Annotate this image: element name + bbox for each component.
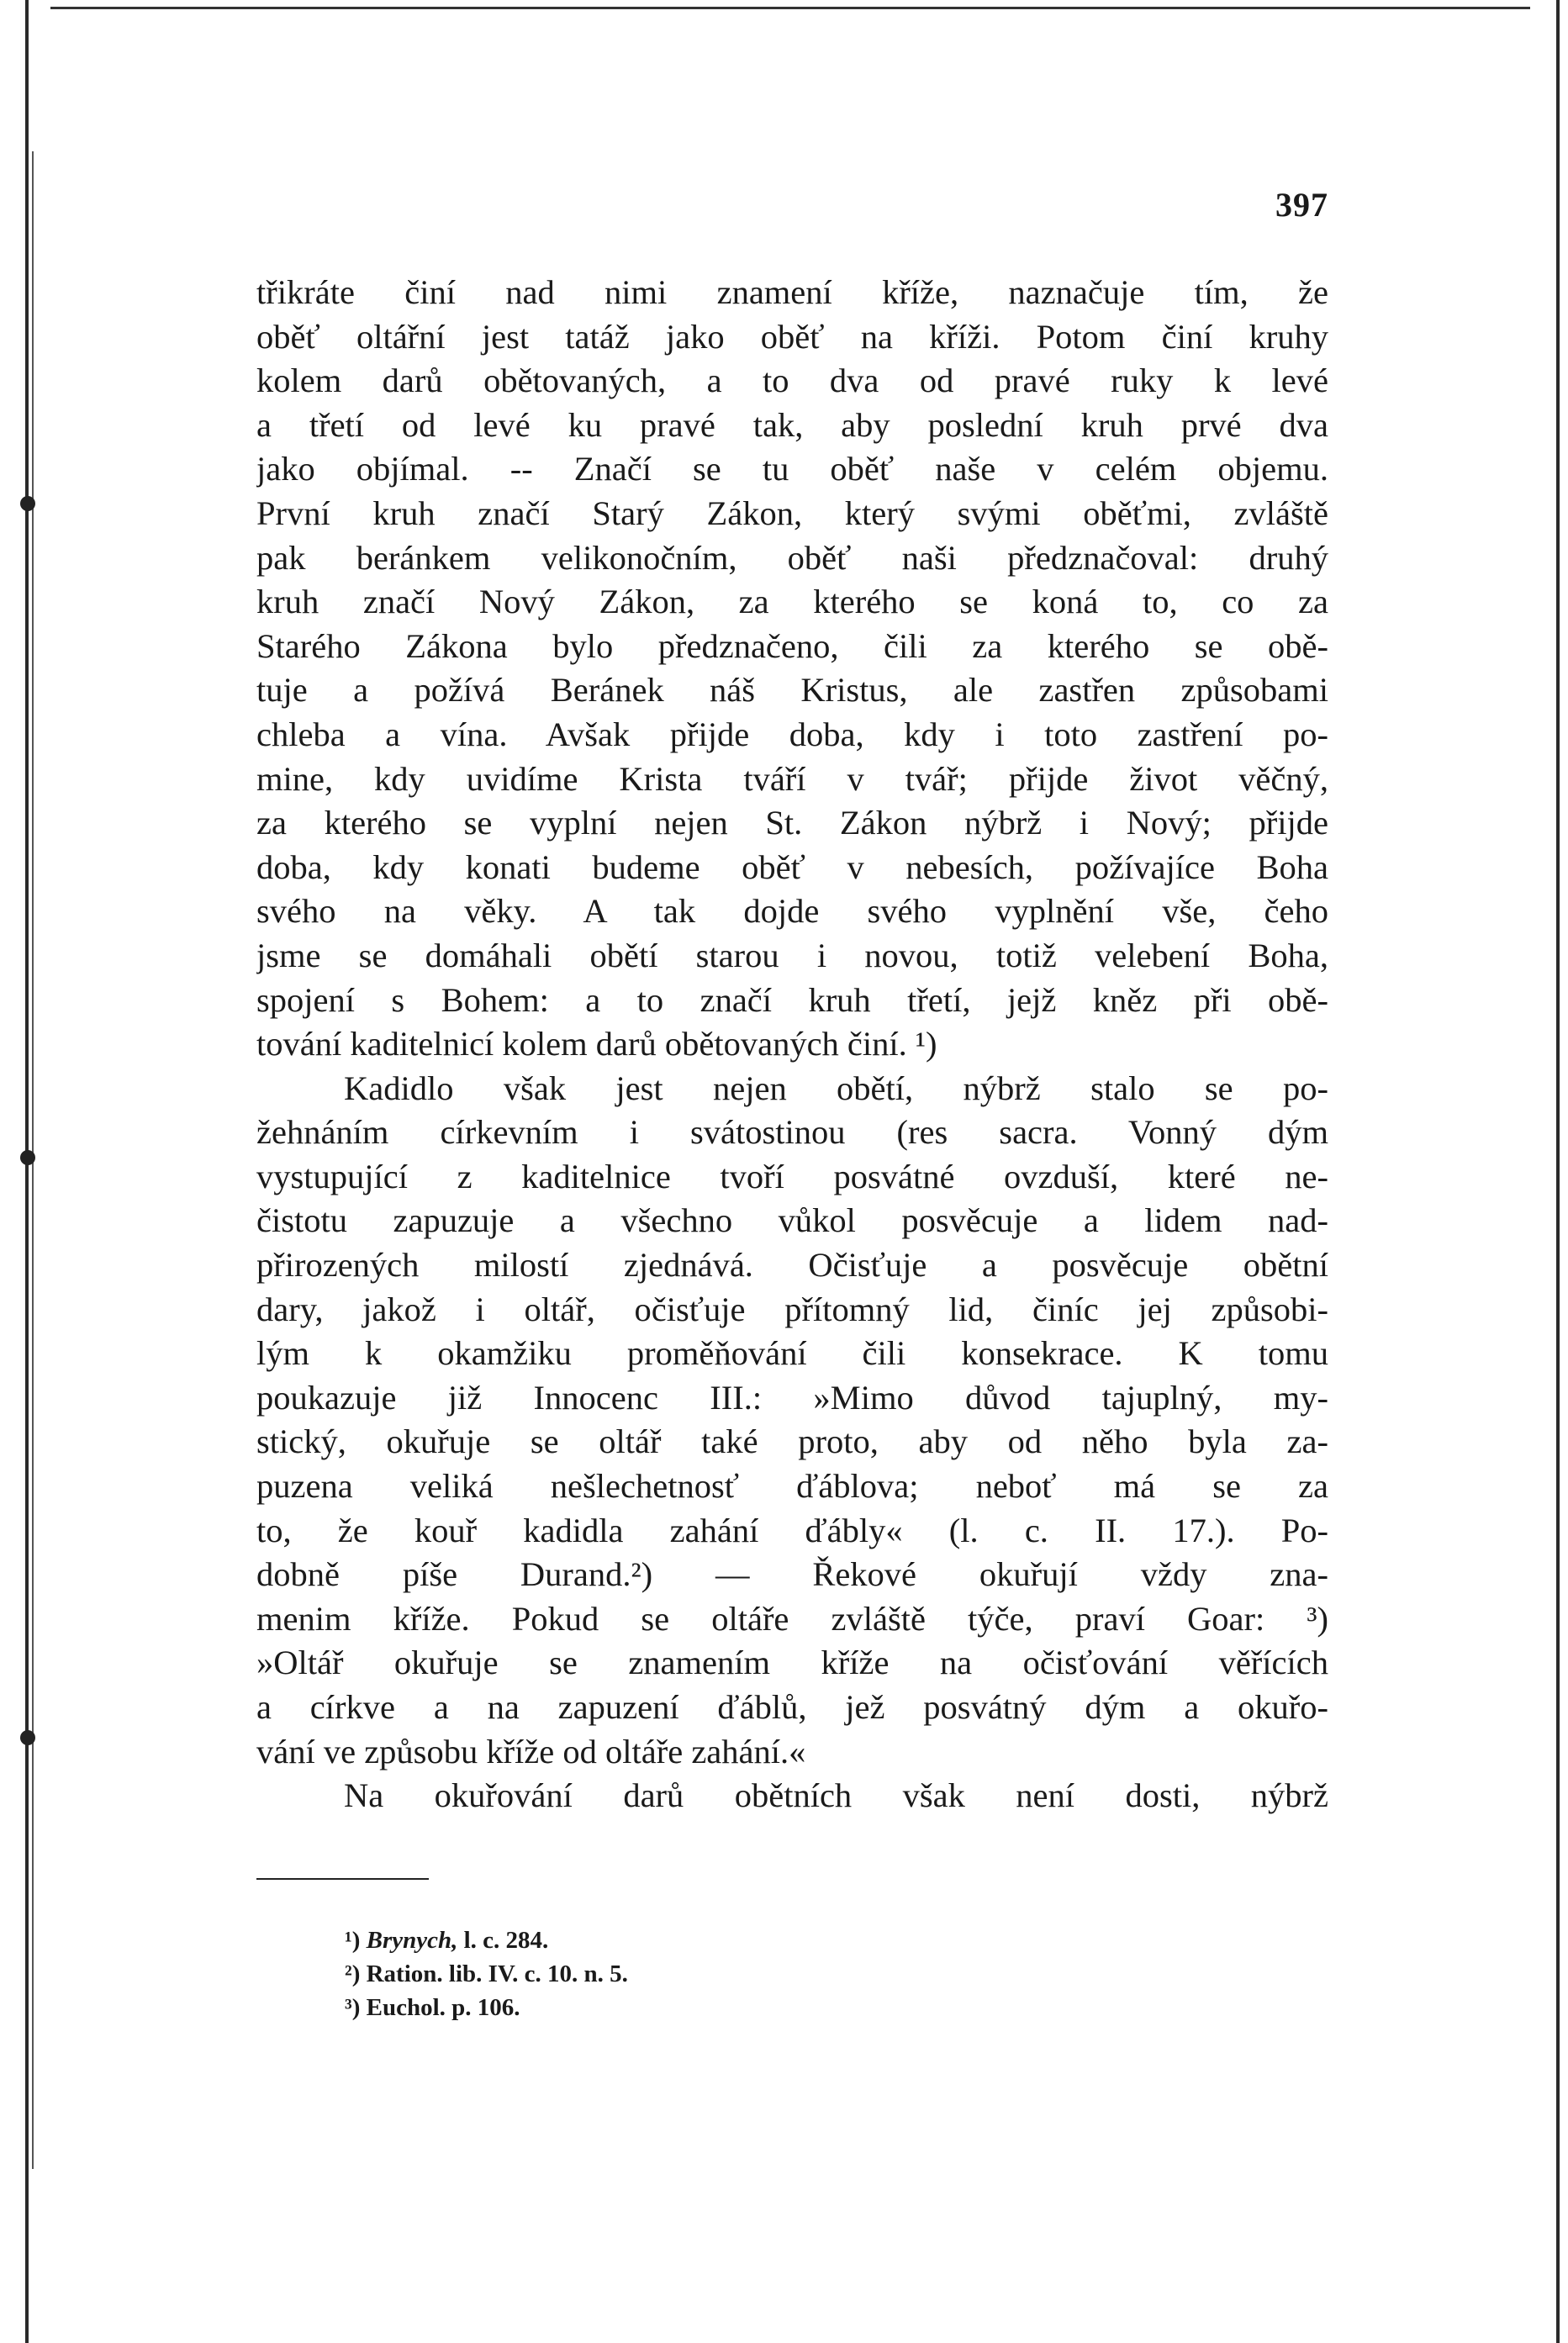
footnote-1 — [345, 1923, 1101, 1957]
text-line: spojení s Bohem: a to značí kruh třetí, jejž kněz při obě- — [256, 980, 1328, 1019]
text-line: vystupující z kaditelnice tvoří posvátné ovzduší, které ne- — [256, 1157, 1328, 1195]
footnote-reference: Euchol. p. 106. — [366, 1994, 520, 2021]
footnote-mark: ²) — [345, 1960, 361, 1987]
footnote-separator — [256, 1878, 429, 1880]
footnote-2 — [345, 1957, 1101, 1991]
paragraph-start-line: Na okuřování darů obětních však není dosti, nýbrž — [344, 1776, 1328, 1815]
footnote-author: Brynych, — [366, 1927, 458, 1954]
text-line: jako objímal. -- Značí se tu oběť naše v celém objemu. — [256, 450, 1328, 488]
footnote-reference: Ration. lib. IV. c. 10. n. 5. — [366, 1960, 628, 1987]
text-line: poukazuje již Innocenc III.: »Mimo důvod tajuplný, my- — [256, 1378, 1328, 1417]
text-line: tování kaditelnicí kolem darů obětovaných činí. ¹) — [256, 1025, 937, 1063]
footnote-mark: ³) — [345, 1994, 361, 2021]
text-line: První kruh značí Starý Zákon, který svými oběťmi, zvláště — [256, 493, 1328, 532]
text-line: dobně píše Durand.²) — Řekové okuřují vždy zna- — [256, 1555, 1328, 1594]
text-line: za kterého se vyplní nejen St. Zákon nýbrž i Nový; přijde — [256, 804, 1328, 842]
text-line: kruh značí Nový Zákon, za kterého se koná to, co za — [256, 583, 1328, 621]
binding-mark — [20, 1150, 35, 1165]
text-line: dary, jakož i oltář, očisťuje přítomný lid, činíc jej způsobi- — [256, 1290, 1328, 1328]
text-line: lým k okamžiku proměňování čili konsekrace. K tomu — [256, 1334, 1328, 1373]
text-line: menim kříže. Pokud se oltáře zvláště týče, praví Goar: ³) — [256, 1599, 1328, 1638]
binding-mark — [20, 1730, 35, 1745]
footnotes — [345, 1923, 1101, 2024]
paragraph-start-line: Kadidlo však jest nejen obětí, nýbrž stalo se po- — [344, 1069, 1328, 1107]
footnote-mark: ¹) — [345, 1927, 361, 1954]
text-line: a církve a na zapuzení ďáblů, jež posvátný dým a okuřo- — [256, 1688, 1328, 1726]
text-line: kolem darů obětovaných, a to dva od pravé ruky k levé — [256, 361, 1328, 400]
text-line: stický, okuřuje se oltář také proto, aby od něho byla za- — [256, 1422, 1328, 1461]
body-text — [256, 271, 1328, 1818]
text-line: a třetí od levé ku pravé tak, aby poslední kruh prvé dva — [256, 405, 1328, 444]
text-line: Starého Zákona bylo předznačeno, čili za kterého se obě- — [256, 626, 1328, 665]
footnote-3 — [345, 1991, 1101, 2024]
text-line: tuje a požívá Beránek náš Kristus, ale zastřen způsobami — [256, 671, 1328, 710]
text-line: pak beránkem velikonočním, oběť naši předznačoval: druhý — [256, 538, 1328, 577]
page-number: 397 — [1275, 186, 1328, 224]
text-line: puzena veliká nešlechetnosť ďáblova; neboť má se za — [256, 1467, 1328, 1506]
footnote-reference: l. c. 284. — [463, 1927, 549, 1954]
text-line: chleba a vína. Avšak přijde doba, kdy i toto zastření po- — [256, 715, 1328, 753]
scan-right-edge — [1556, 0, 1560, 2343]
text-line: jsme se domáhali obětí starou i novou, totiž velebení Boha, — [256, 936, 1328, 974]
binding-edge — [25, 0, 29, 2343]
text-line: vání ve způsobu kříže od oltáře zahání.« — [256, 1732, 806, 1770]
text-line: to, že kouř kadidla zahání ďábly« (l. c. II. 17.). Po- — [256, 1511, 1328, 1549]
text-line: »Oltář okuřuje se znamením kříže na očisťování věřících — [256, 1644, 1328, 1682]
text-line: třikráte činí nad nimi znamení kříže, naznačuje tím, že — [256, 273, 1328, 311]
text-line: svého na věky. A tak dojde svého vyplnění vše, čeho — [256, 892, 1328, 931]
text-line: přirozených milostí zjednává. Očisťuje a posvěcuje obětní — [256, 1246, 1328, 1285]
text-line: doba, kdy konati budeme oběť v nebesích, požívajíce Boha — [256, 847, 1328, 886]
text-line: mine, kdy uvidíme Krista tváří v tvář; přijde život věčný, — [256, 759, 1328, 798]
text-line: čistotu zapuzuje a všechno vůkol posvěcuje a lidem nad- — [256, 1201, 1328, 1240]
scan-top-edge — [50, 7, 1530, 9]
text-line: žehnáním církevním i svátostinou (res sacra. Vonný dým — [256, 1113, 1328, 1152]
text-line: oběť oltářní jest tatáž jako oběť na kříži. Potom činí kruhy — [256, 317, 1328, 356]
binding-mark — [20, 496, 35, 511]
